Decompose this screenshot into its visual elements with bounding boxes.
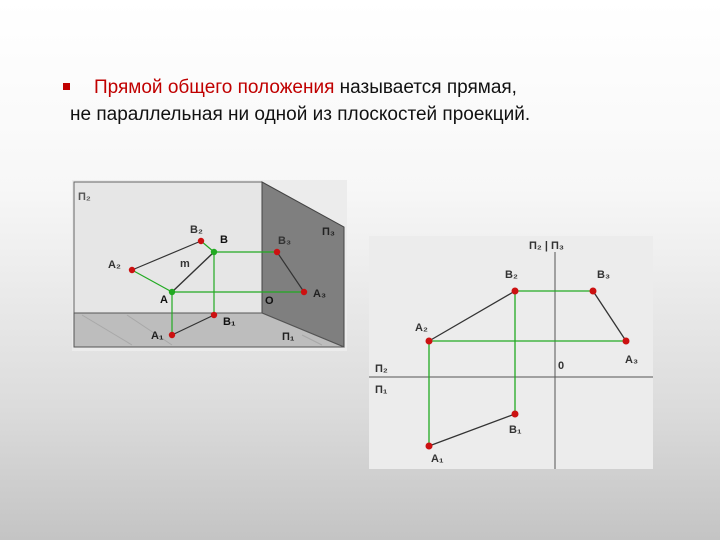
label-a2: A₂ (108, 259, 121, 271)
label-b: B (220, 234, 228, 246)
epure-label-origin: 0 (558, 360, 565, 372)
label-pi1: П₁ (282, 331, 295, 343)
epure-label-pi2: П₂ (375, 363, 388, 375)
bullet-icon (63, 83, 70, 90)
point-b (211, 249, 217, 255)
term-highlight: Прямой общего положения (94, 77, 335, 98)
point-a (169, 289, 175, 295)
definition-rest: называется прямая, (334, 77, 517, 98)
point-a1 (169, 332, 175, 338)
definition-line-2: не параллельная ни одной из плоскостей проекций. (70, 104, 531, 125)
point-b2 (198, 238, 204, 244)
epure-label-pi2pi3: П₂ | П₃ (529, 240, 564, 252)
epure-point-a1 (426, 443, 433, 450)
point-a2 (129, 267, 135, 273)
epure-point-b3 (590, 288, 597, 295)
label-m: m (180, 258, 190, 270)
epure-label-pi1: П₁ (375, 384, 388, 396)
label-b1: B₁ (223, 316, 236, 328)
label-a1: A₁ (151, 330, 164, 342)
point-b1 (211, 312, 217, 318)
epure-label-a2: A₂ (415, 322, 428, 334)
epure-label-a3: A₃ (625, 354, 639, 366)
label-a3: A₃ (313, 288, 327, 300)
point-b3 (274, 249, 280, 255)
epure-diagram (369, 236, 653, 469)
spatial-diagram-svg (72, 180, 347, 351)
label-a: A (160, 294, 168, 306)
epure-label-b3: B₃ (597, 269, 611, 281)
definition-text (58, 74, 678, 128)
epure-label-a1: A₁ (431, 453, 444, 465)
epure-label-b2: B₂ (505, 269, 518, 281)
point-a3 (301, 289, 307, 295)
label-pi2: П₂ (78, 191, 91, 203)
spatial-diagram (72, 180, 347, 351)
epure-diagram-svg (369, 236, 653, 469)
epure-label-b1: B₁ (509, 424, 522, 436)
epure-point-b1 (512, 411, 519, 418)
label-o: O (265, 295, 274, 307)
epure-point-a3 (623, 338, 630, 345)
epure-point-b2 (512, 288, 519, 295)
label-pi3: П₃ (322, 226, 335, 238)
frontal-plane (74, 182, 262, 313)
label-b2: B₂ (190, 224, 203, 236)
label-b3: B₃ (278, 235, 292, 247)
epure-point-a2 (426, 338, 433, 345)
